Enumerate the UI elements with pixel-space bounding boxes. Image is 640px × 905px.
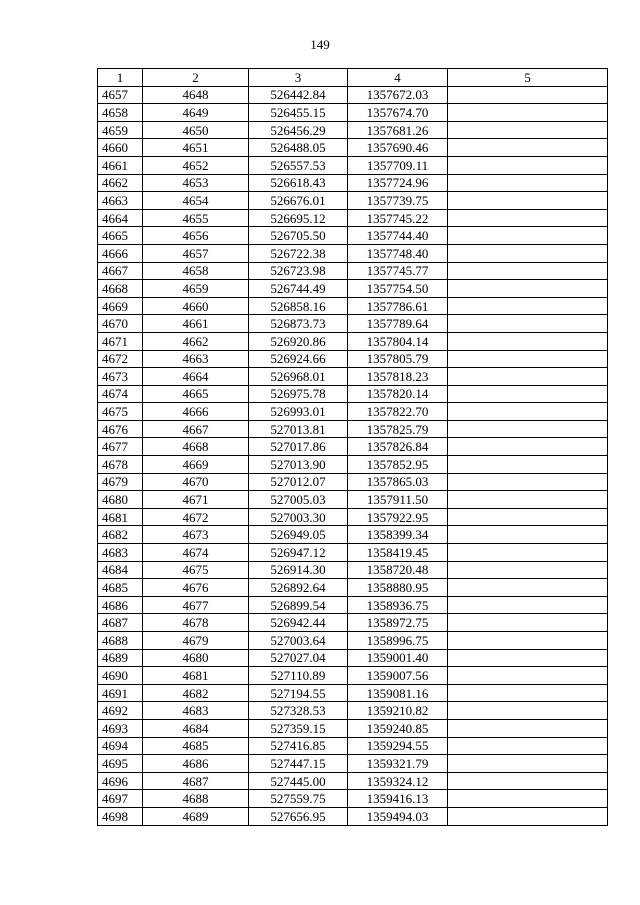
table-cell: 4682: [143, 684, 249, 702]
table-cell: 4669: [143, 456, 249, 474]
table-row: [98, 86, 608, 104]
table-row: [98, 579, 608, 597]
table-cell: [448, 315, 608, 333]
table-cell: 4676: [143, 579, 249, 597]
table-cell: 527013.90: [249, 456, 348, 474]
table-cell: 527017.86: [249, 438, 348, 456]
table-cell: 4698: [98, 807, 143, 825]
table-cell: 4686: [98, 596, 143, 614]
table-cell: 526695.12: [249, 209, 348, 227]
table-cell: 4697: [98, 790, 143, 808]
table-cell: 4668: [98, 280, 143, 298]
table-cell: 4680: [98, 491, 143, 509]
table-cell: 4654: [143, 192, 249, 210]
table-cell: 1357681.26: [348, 121, 448, 139]
table-cell: 4692: [98, 702, 143, 720]
table-row: [98, 368, 608, 386]
page-number: 149: [310, 37, 330, 52]
table-cell: [448, 420, 608, 438]
table-cell: 4675: [98, 403, 143, 421]
table-cell: 4671: [98, 332, 143, 350]
column-header: 2: [143, 69, 249, 87]
table-cell: 4679: [98, 473, 143, 491]
table-cell: 4663: [98, 192, 143, 210]
table-row: [98, 121, 608, 139]
table-row: [98, 632, 608, 650]
table-cell: 4683: [98, 544, 143, 562]
table-cell: 4685: [98, 579, 143, 597]
table-cell: [448, 596, 608, 614]
table-row: [98, 350, 608, 368]
table-cell: 4683: [143, 702, 249, 720]
table-row: [98, 719, 608, 737]
table-cell: 1357852.95: [348, 456, 448, 474]
table-cell: [448, 121, 608, 139]
table-cell: 526920.86: [249, 332, 348, 350]
table-cell: 4688: [98, 632, 143, 650]
table-row: [98, 544, 608, 562]
table-row: [98, 192, 608, 210]
table-cell: [448, 456, 608, 474]
table-cell: 4657: [143, 244, 249, 262]
table-cell: 1359210.82: [348, 702, 448, 720]
table-cell: 526488.05: [249, 139, 348, 157]
table-cell: 1358972.75: [348, 614, 448, 632]
table-cell: 4659: [98, 121, 143, 139]
table-cell: 4667: [143, 420, 249, 438]
table-cell: 1357724.96: [348, 174, 448, 192]
table-row: [98, 315, 608, 333]
table-cell: 4669: [98, 297, 143, 315]
table-cell: [448, 526, 608, 544]
table-row: [98, 702, 608, 720]
table-cell: [448, 385, 608, 403]
table-cell: 4657: [98, 86, 143, 104]
table-cell: 4689: [98, 649, 143, 667]
table-cell: 4671: [143, 491, 249, 509]
table-cell: 4666: [143, 403, 249, 421]
table-row: [98, 438, 608, 456]
table-cell: 4666: [98, 244, 143, 262]
table-cell: 4661: [143, 315, 249, 333]
table-cell: 526949.05: [249, 526, 348, 544]
table-cell: 527559.75: [249, 790, 348, 808]
table-cell: 1357672.03: [348, 86, 448, 104]
table-row: [98, 473, 608, 491]
table-cell: 4673: [98, 368, 143, 386]
coordinates-table: [97, 68, 608, 826]
table-cell: [448, 262, 608, 280]
table-row: [98, 262, 608, 280]
table-cell: 4690: [98, 667, 143, 685]
table-cell: 1357745.77: [348, 262, 448, 280]
table-cell: 1357690.46: [348, 139, 448, 157]
table-cell: 526723.98: [249, 262, 348, 280]
table-cell: 526975.78: [249, 385, 348, 403]
table-cell: 527013.81: [249, 420, 348, 438]
table-cell: 527416.85: [249, 737, 348, 755]
table-cell: [448, 719, 608, 737]
table-cell: 1357804.14: [348, 332, 448, 350]
table-body: [98, 86, 608, 825]
table-cell: [448, 350, 608, 368]
column-header: 4: [348, 69, 448, 87]
table-cell: 4660: [143, 297, 249, 315]
table-cell: [448, 491, 608, 509]
table-cell: 527005.03: [249, 491, 348, 509]
table-cell: [448, 297, 608, 315]
table-row: [98, 491, 608, 509]
table-row: [98, 227, 608, 245]
table-cell: 526968.01: [249, 368, 348, 386]
table-row: [98, 297, 608, 315]
table-cell: 1357786.61: [348, 297, 448, 315]
table-cell: 1359007.56: [348, 667, 448, 685]
table-cell: [448, 772, 608, 790]
table-row: [98, 174, 608, 192]
table-cell: 1357820.14: [348, 385, 448, 403]
table-row: [98, 561, 608, 579]
table-cell: 4675: [143, 561, 249, 579]
column-header: 5: [448, 69, 608, 87]
table-cell: [448, 737, 608, 755]
table-cell: 526744.49: [249, 280, 348, 298]
table-cell: [448, 508, 608, 526]
column-header: 1: [98, 69, 143, 87]
table-cell: [448, 632, 608, 650]
table-row: [98, 332, 608, 350]
table-row: [98, 772, 608, 790]
table-cell: 4648: [143, 86, 249, 104]
table-cell: [448, 244, 608, 262]
table-cell: 1358399.34: [348, 526, 448, 544]
table-cell: 4661: [98, 156, 143, 174]
table-cell: 4658: [143, 262, 249, 280]
table-cell: 1359494.03: [348, 807, 448, 825]
table-cell: 4658: [98, 104, 143, 122]
table-cell: 4691: [98, 684, 143, 702]
table-cell: 526914.30: [249, 561, 348, 579]
table-cell: [448, 368, 608, 386]
table-cell: 527003.64: [249, 632, 348, 650]
table-cell: 4670: [143, 473, 249, 491]
table-cell: 1357911.50: [348, 491, 448, 509]
table-cell: 1358720.48: [348, 561, 448, 579]
table-cell: 1357818.23: [348, 368, 448, 386]
table-cell: 526618.43: [249, 174, 348, 192]
table-cell: 4656: [143, 227, 249, 245]
table-cell: 526873.73: [249, 315, 348, 333]
table-cell: 1357748.40: [348, 244, 448, 262]
table-cell: 4649: [143, 104, 249, 122]
table-cell: 1358996.75: [348, 632, 448, 650]
table-row: [98, 508, 608, 526]
table-cell: 527194.55: [249, 684, 348, 702]
table-cell: 1359294.55: [348, 737, 448, 755]
table-cell: [448, 209, 608, 227]
table-cell: 4655: [143, 209, 249, 227]
table-cell: 1357744.40: [348, 227, 448, 245]
table-cell: 1357822.70: [348, 403, 448, 421]
table-row: [98, 385, 608, 403]
table-cell: [448, 561, 608, 579]
table-row: [98, 244, 608, 262]
table-cell: [448, 280, 608, 298]
table-cell: 4650: [143, 121, 249, 139]
table-cell: 526676.01: [249, 192, 348, 210]
table-cell: [448, 579, 608, 597]
table-cell: [448, 156, 608, 174]
table-cell: 4679: [143, 632, 249, 650]
table-cell: 1357674.70: [348, 104, 448, 122]
table-cell: 4664: [98, 209, 143, 227]
table-cell: 4686: [143, 755, 249, 773]
table-cell: 4668: [143, 438, 249, 456]
table-cell: 526892.64: [249, 579, 348, 597]
table-cell: 1357825.79: [348, 420, 448, 438]
table-cell: 4678: [98, 456, 143, 474]
table-cell: 4659: [143, 280, 249, 298]
table-cell: 4672: [143, 508, 249, 526]
table-cell: 1357745.22: [348, 209, 448, 227]
table-cell: 527027.04: [249, 649, 348, 667]
table-cell: 527012.07: [249, 473, 348, 491]
table-cell: 4653: [143, 174, 249, 192]
table-cell: 1357789.64: [348, 315, 448, 333]
table-cell: 4672: [98, 350, 143, 368]
table-cell: 4677: [143, 596, 249, 614]
table-cell: 4667: [98, 262, 143, 280]
table-row: [98, 614, 608, 632]
table-cell: 4695: [98, 755, 143, 773]
table-row: [98, 403, 608, 421]
table-cell: 1357739.75: [348, 192, 448, 210]
table-row: [98, 280, 608, 298]
table-cell: [448, 473, 608, 491]
table-row: [98, 755, 608, 773]
table-row: [98, 684, 608, 702]
table-row: [98, 156, 608, 174]
table-cell: 4684: [143, 719, 249, 737]
table-cell: 527656.95: [249, 807, 348, 825]
table-cell: 4688: [143, 790, 249, 808]
table-cell: [448, 667, 608, 685]
table-cell: 1357826.84: [348, 438, 448, 456]
table-cell: 4687: [98, 614, 143, 632]
table-cell: 4674: [143, 544, 249, 562]
table-row: [98, 596, 608, 614]
table-cell: 527445.00: [249, 772, 348, 790]
table-cell: [448, 86, 608, 104]
table-cell: 527447.15: [249, 755, 348, 773]
table-cell: 4665: [98, 227, 143, 245]
table-row: [98, 104, 608, 122]
table-cell: 4665: [143, 385, 249, 403]
table-cell: 526947.12: [249, 544, 348, 562]
table-cell: 4676: [98, 420, 143, 438]
table-cell: 4684: [98, 561, 143, 579]
table-row: [98, 807, 608, 825]
table-cell: 4664: [143, 368, 249, 386]
table-cell: 1359416.13: [348, 790, 448, 808]
table-cell: 4670: [98, 315, 143, 333]
table-cell: 4674: [98, 385, 143, 403]
table-cell: 526456.29: [249, 121, 348, 139]
table-cell: 526557.53: [249, 156, 348, 174]
table-cell: [448, 174, 608, 192]
table-cell: 527359.15: [249, 719, 348, 737]
table-row: [98, 209, 608, 227]
table-cell: 4660: [98, 139, 143, 157]
table-cell: 526858.16: [249, 297, 348, 315]
table-cell: [448, 403, 608, 421]
table-cell: 1357865.03: [348, 473, 448, 491]
table-row: [98, 139, 608, 157]
table-cell: [448, 544, 608, 562]
table-header-row: [98, 69, 608, 87]
table-row: [98, 420, 608, 438]
table-cell: 1359324.12: [348, 772, 448, 790]
table-cell: [448, 790, 608, 808]
table-row: [98, 649, 608, 667]
table-cell: [448, 614, 608, 632]
table-cell: 4681: [143, 667, 249, 685]
table-cell: [448, 104, 608, 122]
table-cell: 1358936.75: [348, 596, 448, 614]
table-cell: 1358880.95: [348, 579, 448, 597]
table-cell: [448, 684, 608, 702]
table-cell: [448, 649, 608, 667]
table-cell: 1359001.40: [348, 649, 448, 667]
table-cell: 4662: [143, 332, 249, 350]
table-cell: 4681: [98, 508, 143, 526]
table-cell: 526942.44: [249, 614, 348, 632]
table-row: [98, 737, 608, 755]
table-cell: [448, 192, 608, 210]
table-cell: [448, 702, 608, 720]
table-cell: 526722.38: [249, 244, 348, 262]
table-cell: 1357709.11: [348, 156, 448, 174]
table-cell: 1358419.45: [348, 544, 448, 562]
table-cell: 1357922.95: [348, 508, 448, 526]
table-row: [98, 526, 608, 544]
table-cell: 4696: [98, 772, 143, 790]
table-cell: 1359240.85: [348, 719, 448, 737]
table-cell: 4693: [98, 719, 143, 737]
table-cell: 526993.01: [249, 403, 348, 421]
table-cell: [448, 807, 608, 825]
table-cell: 526455.15: [249, 104, 348, 122]
table-cell: 4673: [143, 526, 249, 544]
column-header: 3: [249, 69, 348, 87]
table-cell: 4685: [143, 737, 249, 755]
table-cell: 526924.66: [249, 350, 348, 368]
table-cell: 526705.50: [249, 227, 348, 245]
table-cell: [448, 139, 608, 157]
table-cell: 527328.53: [249, 702, 348, 720]
table-cell: 4662: [98, 174, 143, 192]
table-cell: 4663: [143, 350, 249, 368]
table-cell: 527110.89: [249, 667, 348, 685]
table-cell: 1359081.16: [348, 684, 448, 702]
table-cell: [448, 438, 608, 456]
table-cell: 1359321.79: [348, 755, 448, 773]
table-cell: 4651: [143, 139, 249, 157]
table-cell: 4689: [143, 807, 249, 825]
table-cell: 4678: [143, 614, 249, 632]
table-cell: 4652: [143, 156, 249, 174]
table-cell: 4682: [98, 526, 143, 544]
table-cell: 4687: [143, 772, 249, 790]
table-cell: 526442.84: [249, 86, 348, 104]
table-cell: [448, 332, 608, 350]
table-cell: 1357805.79: [348, 350, 448, 368]
table-row: [98, 456, 608, 474]
table-row: [98, 790, 608, 808]
table-cell: [448, 227, 608, 245]
table-cell: [448, 755, 608, 773]
table-cell: 4677: [98, 438, 143, 456]
table-cell: 526899.54: [249, 596, 348, 614]
table-cell: 1357754.50: [348, 280, 448, 298]
table-cell: 4680: [143, 649, 249, 667]
table-cell: 4694: [98, 737, 143, 755]
table-cell: 527003.30: [249, 508, 348, 526]
table-row: [98, 667, 608, 685]
